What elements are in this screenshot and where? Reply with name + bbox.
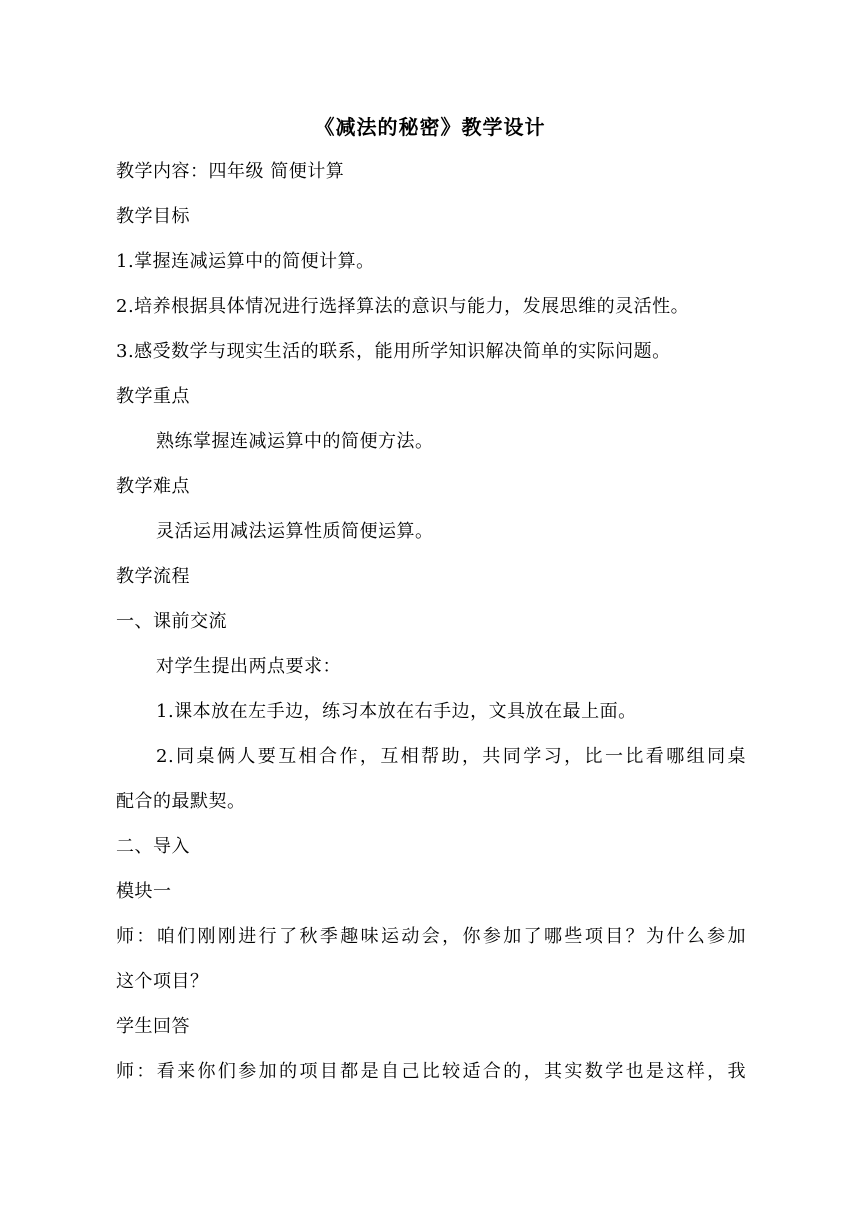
- section-1-paragraph: 对学生提出两点要求：: [156, 656, 341, 677]
- heading-key-points: 教学重点: [116, 386, 190, 407]
- requirement-1: 1.课本放在左手边，练习本放在右手边，文具放在最上面。: [156, 701, 637, 722]
- teacher-line-2: 师：看来你们参加的项目都是自己比较适合的，其实数学也是这样，我: [116, 1061, 746, 1082]
- goal-item-1: 1.掌握连减运算中的简便计算。: [116, 251, 375, 272]
- section-2-heading: 二、导入: [116, 836, 190, 857]
- section-1-heading: 一、课前交流: [116, 611, 227, 632]
- requirement-2-line-1: 2.同桌俩人要互相合作，互相帮助，共同学习，比一比看哪组同桌: [156, 746, 746, 767]
- heading-difficulties: 教学难点: [116, 476, 190, 497]
- document-title: 《减法的秘密》教学设计: [314, 115, 546, 139]
- teaching-content-line: 教学内容：四年级 简便计算: [116, 161, 345, 182]
- difficulties-text: 灵活运用减法运算性质简便运算。: [156, 521, 434, 542]
- goal-item-2: 2.培养根据具体情况进行选择算法的意识与能力，发展思维的灵活性。: [116, 296, 690, 317]
- teacher-line-1b: 这个项目？: [116, 971, 209, 992]
- key-points-text: 熟练掌握连减运算中的简便方法。: [156, 431, 434, 452]
- goal-item-3: 3.感受数学与现实生活的联系，能用所学知识解决简单的实际问题。: [116, 341, 671, 362]
- heading-teaching-goals: 教学目标: [116, 206, 190, 227]
- teacher-line-1a: 师：咱们刚刚进行了秋季趣味运动会，你参加了哪些项目？为什么参加: [116, 926, 746, 947]
- requirement-2-line-2: 配合的最默契。: [116, 791, 246, 812]
- student-answer: 学生回答: [116, 1016, 190, 1037]
- module-1-heading: 模块一: [116, 881, 172, 902]
- heading-process: 教学流程: [116, 566, 190, 587]
